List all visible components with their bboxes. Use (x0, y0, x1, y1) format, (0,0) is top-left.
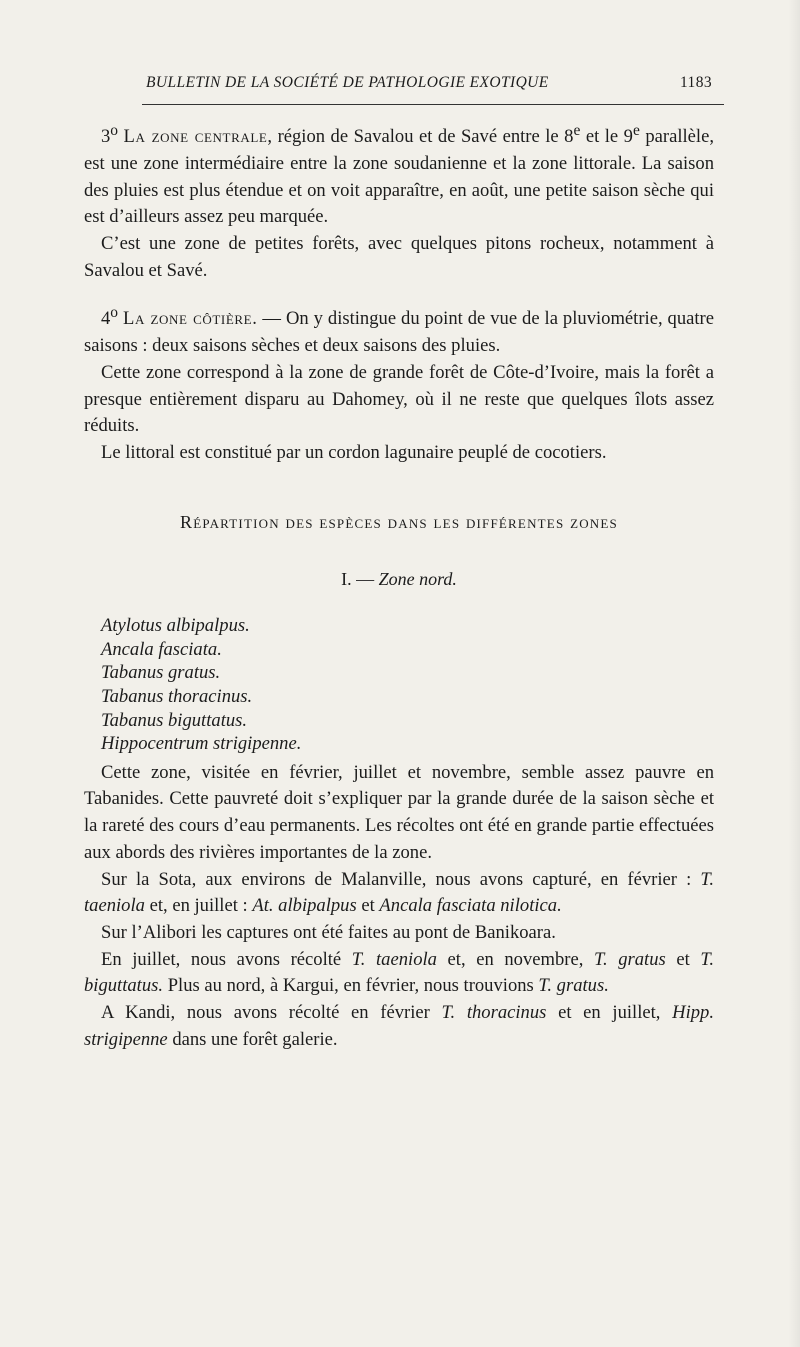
section-heading: Répartition des espèces dans les différentes zones (180, 511, 618, 532)
paragraph-central-zone: 3$^o$ La zone centrale, région de Savalou et de Savé entre le 8e et le 9e parallèle, est une zone intermédiaire entre la zone soudanienne et la zone littorale. La saison des pluies est plus étendue et on voit apparaître, en août, une petite saison sèche qui est d’ailleurs assez peu marquée. (84, 122, 714, 228)
article-body (84, 118, 714, 1054)
species-item: Hippocentrum strigipenne. (101, 733, 302, 755)
page-number: 1183 (679, 74, 712, 91)
species-item: Tabanus gratus. (101, 662, 221, 684)
zone-title-central: La zone centrale (123, 126, 268, 148)
paragraph-central-forests: C’est une zone de petites forêts, avec quelques pitons rocheux, notamment à Savalou et Savé. (84, 233, 714, 281)
running-title: BULLETIN DE LA SOCIÉTÉ DE PATHOLOGIE EXOTIQUE (146, 74, 549, 91)
subheading-zone-nord: I. — Zone nord. (341, 568, 457, 589)
page-edge-shadow (788, 0, 800, 1347)
paragraph-coastal-zone: 4$^o$ La zone côtière. — On y distingue du point de vue de la pluviométrie, quatre saisons : deux saisons sèches et deux saisons des pluies. (84, 304, 714, 357)
zone-title-coastal: La zone côtière. (123, 308, 258, 330)
species-item: Tabanus thoracinus. (101, 686, 253, 707)
paragraph-sota: Sur la Sota, aux environs de Malanville, nous avons capturé, en février : T. taeniola et, en juillet : At. albipalpus et Ancala fasciata nilotica. (84, 868, 714, 917)
running-header (146, 74, 724, 92)
species-item: Tabanus biguttatus. (101, 709, 248, 731)
species-item: Ancala fasciata. (101, 638, 222, 660)
species-item: Atylotus albipalpus. (101, 615, 250, 637)
paragraph-kandi: A Kandi, nous avons récolté en février T. thoracinus et en juillet, Hipp. strigipenne dans une forêt galerie. (84, 1002, 714, 1050)
paragraph-north-zone-poverty: Cette zone, visitée en février, juillet et novembre, semble assez pauvre en Tabanides. Cette pauvreté doit s’expliquer par la grande durée de la saison sèche et la rareté des cours d’eau permanents. Les récoltes ont été en grande partie effectuées aux abords des rivières importantes de la zone. (84, 761, 714, 863)
paragraph-july-november: En juillet, nous avons récolté T. taeniola et, en novembre, T. gratus et T. biguttatus. Plus au nord, à Kargui, en février, nous trouvions T. gratus. (84, 948, 714, 997)
species-list (101, 614, 714, 756)
paragraph-alibori: Sur l’Alibori les captures ont été faites au pont de Banikoara. (101, 922, 556, 943)
paragraph-littoral: Le littoral est constitué par un cordon lagunaire peuplé de cocotiers. (101, 442, 607, 464)
header-rule (142, 104, 724, 105)
paragraph-coastal-forest: Cette zone correspond à la zone de grande forêt de Côte-d’Ivoire, mais la forêt a presque entièrement disparu au Dahomey, où il ne reste que quelques îlots assez réduits. (84, 362, 714, 437)
